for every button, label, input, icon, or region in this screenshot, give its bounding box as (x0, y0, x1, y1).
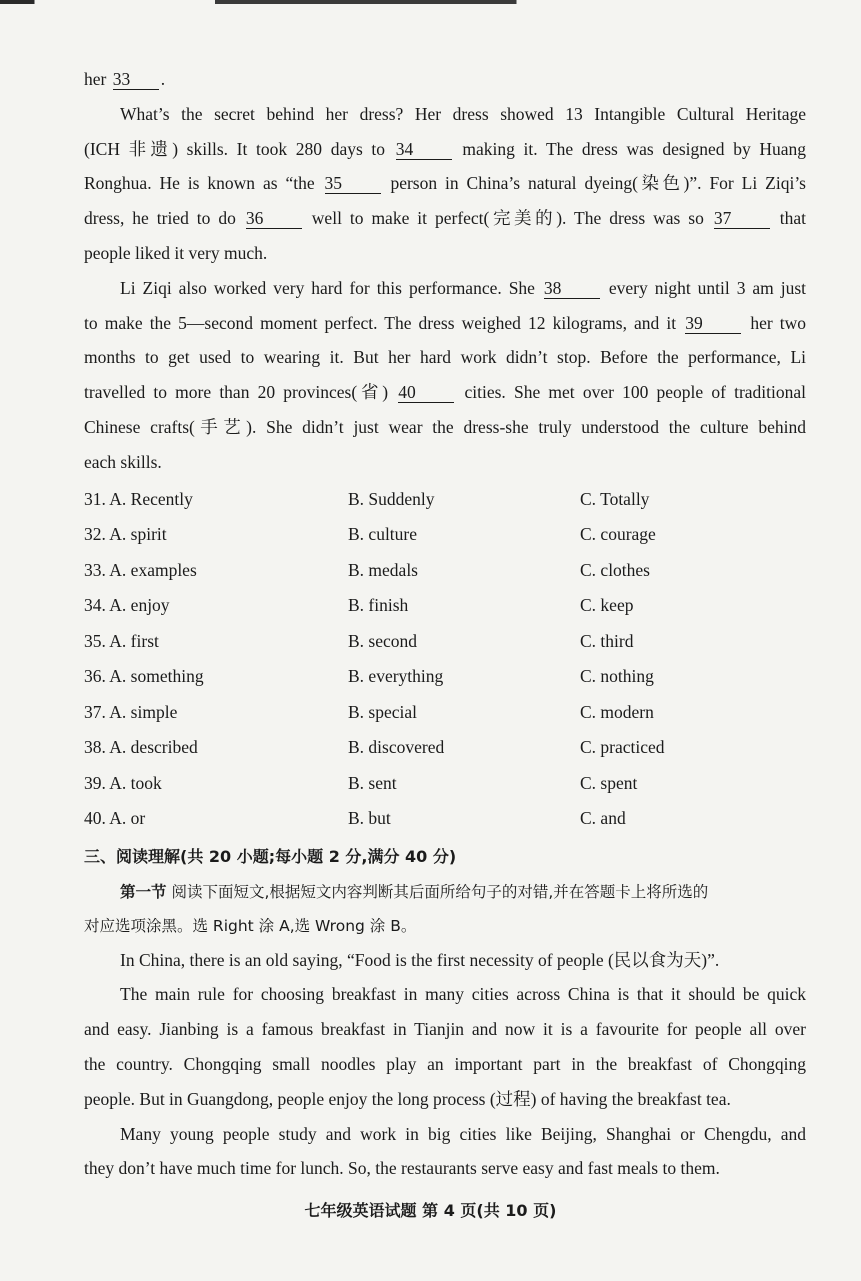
option-row-36 (84, 659, 806, 695)
passage-line (84, 201, 806, 236)
blank-39: 39 (685, 313, 741, 334)
option-c: C. modern (580, 701, 654, 722)
blank-36: 36 (246, 208, 302, 229)
text: cities. She met over 100 people of traditional (464, 382, 807, 403)
option-b: B. medals (348, 559, 418, 580)
passage-line (84, 271, 806, 306)
passage-line: In China, there is an old saying, “Food is the first necessity of people (民以食为天)”. (120, 949, 720, 970)
passage-line (84, 132, 806, 167)
option-a: 37. A. simple (84, 701, 178, 722)
option-row-32 (84, 517, 806, 553)
option-b: B. culture (348, 524, 418, 545)
blank-33: 33 (113, 69, 159, 90)
passage-line: The main rule for choosing breakfast in many cities across China is that it should be quick (120, 984, 806, 1005)
option-c: C. spent (580, 772, 638, 793)
text: her two (750, 312, 806, 333)
text: Li Ziqi also worked very hard for this performance. She (120, 277, 535, 298)
option-row-40 (84, 801, 806, 837)
option-b: B. but (348, 808, 391, 829)
option-b: B. Suddenly (348, 488, 435, 509)
option-row-34 (84, 588, 806, 624)
option-a: 40. A. or (84, 808, 146, 829)
option-c: C. practiced (580, 737, 665, 758)
option-c: C. Totally (580, 488, 650, 509)
option-b: B. discovered (348, 737, 445, 758)
passage-line (84, 375, 806, 410)
options-list (84, 482, 806, 837)
option-row-31 (84, 482, 806, 518)
option-row-35 (84, 624, 806, 660)
passage-line: What’s the secret behind her dress? Her dress showed 13 Intangible Cultural Heritage (120, 103, 806, 124)
option-b: B. second (348, 630, 418, 651)
passage-line: Chinese crafts(手艺). She didn’t just wear the dress-she truly understood the culture behind (84, 416, 806, 437)
option-row-38 (84, 730, 806, 766)
section-heading: 三、阅读理解(共 20 小题;每小题 2 分,满分 40 分) (84, 846, 457, 866)
option-b: B. special (348, 701, 418, 722)
option-c: C. third (580, 630, 634, 651)
option-a: 35. A. first (84, 630, 159, 651)
option-a: 33. A. examples (84, 559, 197, 580)
option-a: 32. A. spirit (84, 524, 167, 545)
passage-line: and easy. Jianbing is a famous breakfast in Tianjin and now it is a favourite for people all over (84, 1019, 806, 1040)
option-row-33 (84, 553, 806, 589)
text: her (84, 69, 107, 89)
page-footer: 七年级英语试题 第 4 页(共 10 页) (304, 1201, 557, 1220)
option-a: 31. A. Recently (84, 488, 193, 509)
option-a: 34. A. enjoy (84, 595, 170, 616)
option-b: B. finish (348, 595, 409, 616)
option-row-39 (84, 766, 806, 802)
text: that (779, 208, 807, 229)
blank-38: 38 (544, 278, 600, 299)
option-c: C. and (580, 808, 626, 829)
text: every night until 3 am just (608, 277, 807, 298)
passage-line: the country. Chongqing small noodles play an important part in the breakfast of Chongqing (84, 1053, 806, 1074)
option-c: C. nothing (580, 666, 654, 687)
option-b: B. everything (348, 666, 444, 687)
text: . (160, 69, 166, 89)
option-row-37 (84, 695, 806, 731)
text: (ICH 非遗) skills. It took 280 days to (84, 138, 386, 159)
passage-line (84, 306, 806, 341)
instructions-text: 阅读下面短文,根据短文内容判断其后面所给句子的对错,并在答题卡上将所选的 (166, 882, 709, 901)
text: dress, he tried to do (84, 208, 236, 229)
blank-34: 34 (396, 139, 452, 160)
option-c: C. courage (580, 524, 656, 545)
text: to make the 5—second moment perfect. The dress weighed 12 kilograms, and it (84, 312, 677, 333)
instructions (84, 875, 806, 909)
option-a: 39. A. took (84, 772, 162, 793)
text: travelled to more than 20 provinces(省) (84, 382, 389, 403)
option-b: B. sent (348, 772, 397, 793)
passage-line: months to get used to wearing it. But her hard work didn’t stop. Before the performance, Li (84, 347, 806, 368)
option-a: 38. A. described (84, 737, 198, 758)
passage-line: people liked it very much. (84, 242, 268, 263)
text: well to make it perfect(完美的). The dress was so (311, 208, 704, 229)
option-a: 36. A. something (84, 666, 204, 687)
text: person in China’s natural dyeing(染色)”. For Li Ziqi’s (390, 173, 806, 194)
passage-line (84, 62, 806, 97)
text: making it. The dress was designed by Huang (462, 138, 807, 159)
option-c: C. keep (580, 595, 634, 616)
scan-edge-line (0, 0, 861, 4)
blank-40: 40 (398, 382, 454, 403)
instructions-cont: 对应选项涂黑。选 Right 涂 A,选 Wrong 涂 B。 (84, 916, 417, 935)
passage-line (84, 166, 806, 201)
blank-37: 37 (714, 208, 770, 229)
text: Ronghua. He is known as “the (84, 173, 315, 194)
instructions-label: 第一节 (120, 882, 167, 901)
option-c: C. clothes (580, 559, 650, 580)
passage-line: people. But in Guangdong, people enjoy the long process (过程) of having the breakfast tea. (84, 1088, 731, 1109)
exam-page (84, 62, 806, 1186)
passage-line: they don’t have much time for lunch. So, the restaurants serve easy and fast meals to them. (84, 1158, 720, 1179)
blank-35: 35 (325, 173, 381, 194)
passage-line: Many young people study and work in big cities like Beijing, Shanghai or Chengdu, and (120, 1123, 806, 1144)
passage-line: each skills. (84, 451, 162, 472)
